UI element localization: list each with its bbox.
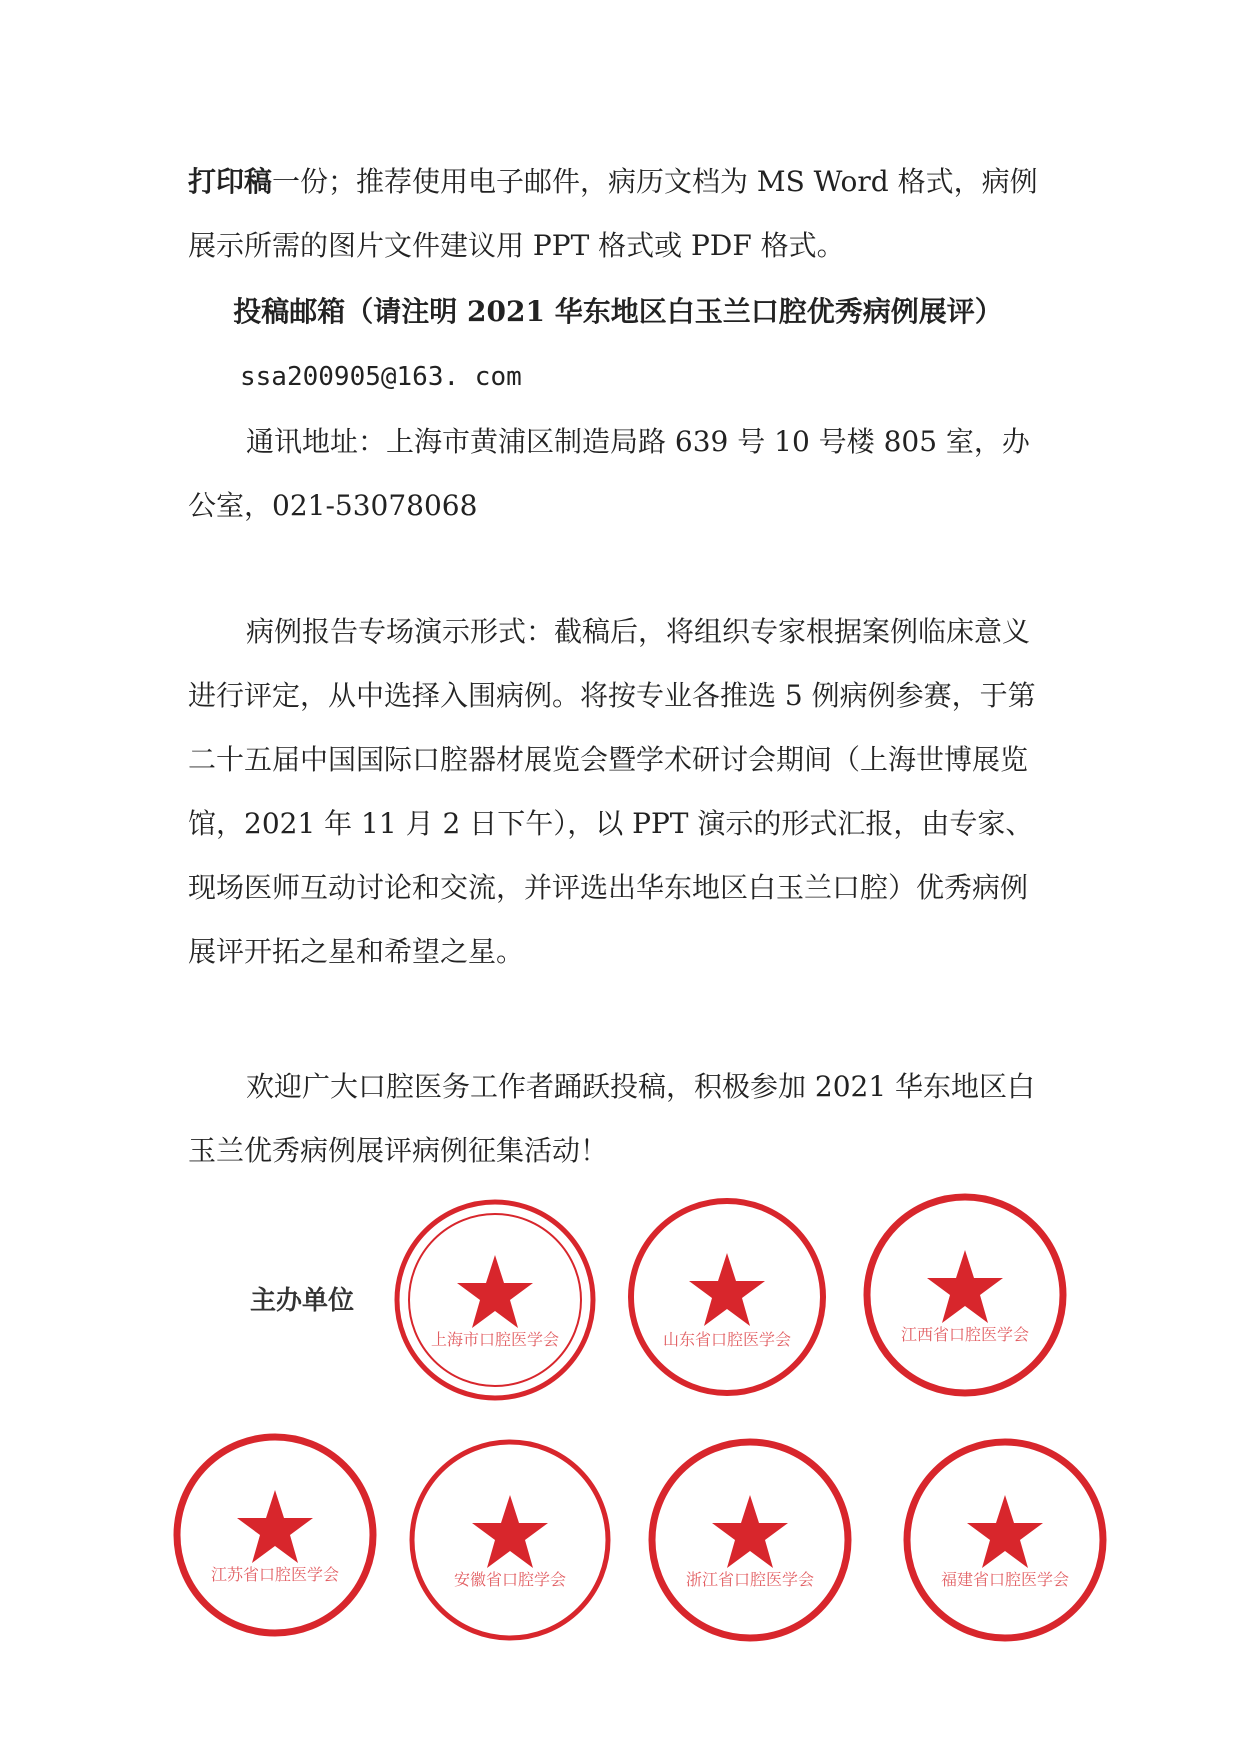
seal-name: 山东省口腔医学会 bbox=[662, 1330, 792, 1349]
seal-name: 上海市口腔医学会 bbox=[430, 1330, 560, 1349]
email-address: ssa200905@163. com bbox=[240, 362, 522, 392]
seal-zhejiang bbox=[645, 1435, 855, 1645]
seal-fujian bbox=[900, 1435, 1110, 1645]
seal-shandong bbox=[625, 1195, 830, 1400]
seal-name: 江苏省口腔医学会 bbox=[210, 1565, 340, 1584]
sponsor-label: 主办单位 bbox=[250, 1286, 355, 1316]
paragraph-rest: 一份；推荐使用电子邮件，病历文档为 MS Word 格式，病例展示所需的图片文件建议用 PPT 格式或 PDF 格式。 bbox=[188, 165, 1038, 262]
seal-anhui bbox=[405, 1435, 615, 1645]
submission-title: 投稿邮箱（请注明 2021 华东地区白玉兰口腔优秀病例展评） bbox=[233, 295, 1003, 328]
seal-jiangsu bbox=[170, 1430, 380, 1640]
seal-name: 江西省口腔医学会 bbox=[900, 1325, 1030, 1344]
bold-lead: 打印稿 bbox=[188, 165, 273, 198]
seal-name: 安徽省口腔学会 bbox=[453, 1570, 567, 1589]
welcome-paragraph: 欢迎广大口腔医务工作者踊跃投稿，积极参加 2021 华东地区白玉兰优秀病例展评病例征集活动！ bbox=[188, 1070, 1036, 1167]
seal-jiangxi bbox=[860, 1190, 1070, 1400]
seal-name: 浙江省口腔医学会 bbox=[685, 1570, 815, 1589]
seal-name: 福建省口腔医学会 bbox=[940, 1570, 1070, 1589]
mailing-address: 通讯地址：上海市黄浦区制造局路 639 号 10 号楼 805 室，办公室，021-53078068 bbox=[188, 425, 1030, 522]
paragraph-submission-format bbox=[188, 150, 1048, 278]
seal-shanghai bbox=[390, 1195, 600, 1405]
report-paragraph: 病例报告专场演示形式：截稿后，将组织专家根据案例临床意义进行评定，从中选择入围病例。将按专业各推选 5 例病例参赛，于第二十五届中国国际口腔器材展览会暨学术研讨会期间（上海世博展览馆，2021 年 11 月 2 日下午），以 PPT 演示的形式汇报，由专家、现场医师互动讨论和交流，并评选出华东地区白玉兰口腔）优秀病例展评开拓之星和希望之星。 bbox=[188, 615, 1036, 968]
